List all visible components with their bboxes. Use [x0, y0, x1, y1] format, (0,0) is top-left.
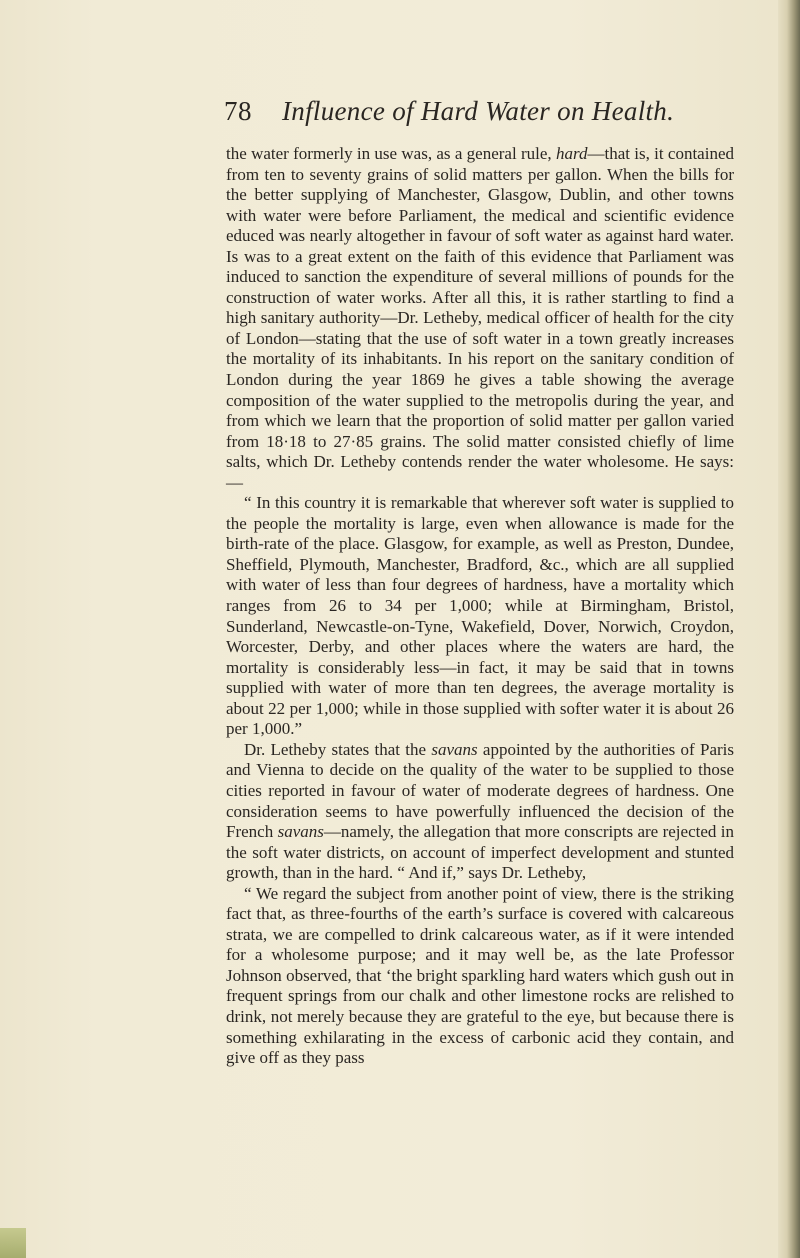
paragraph-2-quotation: “ In this country it is remarkable that wherever soft water is supplied to the people the mortality is large, even when allowance is made for the birth-rate of the place. Glasgow, for example, as well as Preston, Dundee, Sheffield, Plymouth, Manchester, Bradford, &c., which are all supplied with water of less than four degrees of hardness, have a mortality which ranges from 26 to 34 per 1,000; while at Birmingham, Bristol, Sunderland, Newcastle-on-Tyne, Wakefield, Dover, Norwich, Croydon, Worcester, Derby, and other places where the waters are hard, the mortality is considerably less—in fact, it may be said that in towns supplied with water of more than ten degrees, the average mortality is about 22 per 1,000; while in those supplied with softer water it is about 26 per 1,000.” [226, 493, 734, 739]
book-binding-edge [778, 0, 800, 1258]
paragraph-3: Dr. Letheby states that the savans appointed by the authorities of Paris and Vienna to decide on the quality of the water to be supplied to those cities reported in favour of water of moderate degrees of hardness. One consideration seems to have powerfully influenced the decision of the French savans—namely, the allegation that more conscripts are rejected in the soft water districts, on account of imperfect development and stunted growth, than in the hard. “ And if,” says Dr. Letheby, [226, 739, 734, 883]
body-text [226, 144, 734, 1069]
paragraph-4-quotation: “ We regard the subject from another point of view, there is the striking fact that, as three-fourths of the earth’s surface is covered with calcareous strata, we are compelled to drink calcareous water, as if it were intended for a wholesome purpose; and it may well be, as the late Professor Johnson observed, that ‘the bright sparkling hard waters which gush out in frequent springs from our chalk and other limestone rocks are relished to drink, not merely because they are grateful to the eye, but because there is something exhilarating in the excess of carbonic acid they contain, and give off as they pass [226, 883, 734, 1068]
page-number: 78 [224, 96, 252, 126]
page-corner-mark [0, 1228, 26, 1258]
page-header [224, 96, 744, 136]
paragraph-1: the water formerly in use was, as a general rule, hard—that is, it contained from ten to seventy grains of solid matters per gallon. When the bills for the better supplying of Manchester, Glasgow, Dublin, and other towns with water were before Parliament, the medical and scientific evidence educed was nearly altogether in favour of soft water as against hard water. Is was to a great extent on the faith of this evidence that Parliament was induced to sanction the expenditure of several millions of pounds for the construction of water works. After all this, it is rather startling to find a high sanitary authority—Dr. Letheby, medical officer of health for the city of London—stating that the use of soft water in a town greatly increases the mortality of its inhabitants. In his report on the sanitary condition of London during the year 1869 he gives a table showing the average composition of the water supplied to the metropolis during the year, and from which we learn that the proportion of solid matter per gallon varied from 18·18 to 27·85 grains. The solid matter consisted chiefly of lime salts, which Dr. Letheby contends render the water wholesome. He says:— [226, 144, 734, 492]
emphasis-savans-2: savans [277, 822, 324, 842]
emphasis-savans: savans [431, 739, 478, 759]
emphasis-hard: hard [555, 144, 588, 163]
running-title: Influence of Hard Water on Health. [282, 96, 675, 126]
